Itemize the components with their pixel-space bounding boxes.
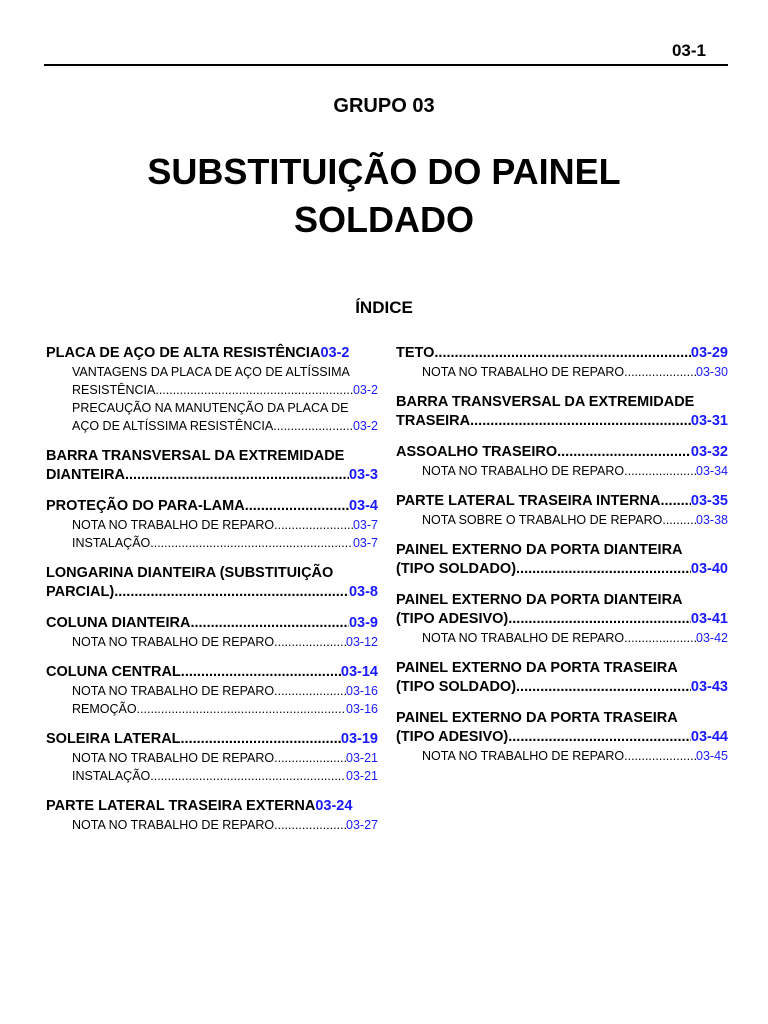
toc-page-link[interactable]: 03-31 xyxy=(690,413,728,429)
toc-subentry[interactable]: NOTA NO TRABALHO DE REPARO ..... 03-45 xyxy=(422,747,728,765)
toc-page-link[interactable]: 03-29 xyxy=(690,345,728,361)
toc-entry-heading[interactable]: LONGARINA DIANTEIRA (SUBSTITUIÇÃO PARCIAL) ..... 03-8 xyxy=(46,564,378,602)
toc-page-link[interactable]: 03-43 xyxy=(690,679,728,695)
toc-entry[interactable] xyxy=(396,659,728,697)
toc-entry[interactable] xyxy=(396,709,728,765)
toc-page-link[interactable]: 03-40 xyxy=(690,561,728,577)
page-title xyxy=(0,148,768,244)
toc-page-link[interactable]: 03-16 xyxy=(346,702,378,716)
toc-entry-heading[interactable]: COLUNA DIANTEIRA ..... 03-9 xyxy=(46,614,378,633)
toc-page-link[interactable]: 03-19 xyxy=(340,731,378,747)
toc-entry-heading[interactable]: SOLEIRA LATERAL ..... 03-19 xyxy=(46,730,378,749)
toc-page-link[interactable]: 03-38 xyxy=(696,513,728,527)
toc-entry-heading[interactable]: PARTE LATERAL TRASEIRA INTERNA ..... 03-35 xyxy=(396,492,728,511)
toc-page-link[interactable]: 03-16 xyxy=(346,684,378,698)
toc-entry[interactable] xyxy=(46,344,378,435)
toc-entry[interactable] xyxy=(46,730,378,785)
toc-subentry[interactable]: NOTA NO TRABALHO DE REPARO ..... 03-21 xyxy=(72,749,378,767)
toc-subentry[interactable]: INSTALAÇÃO ..... 03-7 xyxy=(72,534,378,552)
title-line-1: SUBSTITUIÇÃO DO PAINEL xyxy=(147,151,621,192)
toc-subentry[interactable]: NOTA SOBRE O TRABALHO DE REPARO ..... 03-38 xyxy=(422,511,728,529)
toc-entry[interactable] xyxy=(46,564,378,602)
toc-subentry[interactable]: REMOÇÃO ..... 03-16 xyxy=(72,700,378,718)
toc-subentry[interactable]: VANTAGENS DA PLACA DE AÇO DE ALTÍSSIMA RESISTÊNCIA ..... 03-2 xyxy=(72,363,378,399)
toc-page-link[interactable]: 03-34 xyxy=(696,464,728,478)
toc-subentry[interactable]: NOTA NO TRABALHO DE REPARO ..... 03-16 xyxy=(72,682,378,700)
toc-page-link[interactable]: 03-2 xyxy=(320,345,350,361)
toc-entry-heading[interactable]: PARTE LATERAL TRASEIRA EXTERNA 03-24 xyxy=(46,798,353,814)
toc-entry[interactable] xyxy=(396,492,728,529)
toc-page-link[interactable]: 03-44 xyxy=(690,729,728,745)
index-heading: ÍNDICE xyxy=(355,298,413,317)
toc-page-link[interactable]: 03-3 xyxy=(348,467,378,483)
toc-subentry[interactable]: PRECAUÇÃO NA MANUTENÇÃO DA PLACA DE AÇO DE ALTÍSSIMA RESISTÊNCIA ..... 03-2 xyxy=(72,399,378,435)
toc-page-link[interactable]: 03-14 xyxy=(340,664,378,680)
toc-entry[interactable] xyxy=(46,797,378,834)
toc-entry[interactable] xyxy=(46,447,378,485)
toc-subentry[interactable]: NOTA NO TRABALHO DE REPARO ..... 03-42 xyxy=(422,629,728,647)
toc-page-link[interactable]: 03-32 xyxy=(690,444,728,460)
toc-subentry[interactable]: NOTA NO TRABALHO DE REPARO ..... 03-30 xyxy=(422,363,728,381)
toc-entry[interactable] xyxy=(396,393,728,431)
toc-entry[interactable] xyxy=(46,614,378,651)
toc-page-link[interactable]: 03-2 xyxy=(352,419,378,433)
toc-subentry[interactable]: NOTA NO TRABALHO DE REPARO ..... 03-12 xyxy=(72,633,378,651)
toc-entry-heading[interactable]: PAINEL EXTERNO DA PORTA DIANTEIRA (TIPO SOLDADO) ..... 03-40 xyxy=(396,541,728,579)
toc-subentry[interactable]: NOTA NO TRABALHO DE REPARO ..... 03-27 xyxy=(72,816,378,834)
toc-entry-heading[interactable]: PAINEL EXTERNO DA PORTA TRASEIRA (TIPO SOLDADO) ..... 03-43 xyxy=(396,659,728,697)
toc-subentry[interactable]: NOTA NO TRABALHO DE REPARO ..... 03-34 xyxy=(422,462,728,480)
toc-page-link[interactable]: 03-27 xyxy=(346,818,378,832)
toc-page-link[interactable]: 03-24 xyxy=(315,798,353,814)
toc-page-link[interactable]: 03-8 xyxy=(348,584,378,600)
toc-page-link[interactable]: 03-21 xyxy=(346,769,378,783)
group-label: GRUPO 03 xyxy=(333,95,435,117)
title-line-2: SOLDADO xyxy=(294,199,474,240)
toc-page-link[interactable]: 03-2 xyxy=(352,383,378,397)
toc-entry[interactable] xyxy=(396,344,728,381)
header-rule xyxy=(44,64,728,66)
toc-entry-heading[interactable]: PAINEL EXTERNO DA PORTA DIANTEIRA (TIPO ADESIVO) ..... 03-41 xyxy=(396,591,728,629)
toc-subentry[interactable]: NOTA NO TRABALHO DE REPARO ..... 03-7 xyxy=(72,516,378,534)
toc-entry-heading[interactable]: PROTEÇÃO DO PARA-LAMA ..... 03-4 xyxy=(46,497,378,516)
toc-entry-heading[interactable]: PAINEL EXTERNO DA PORTA TRASEIRA (TIPO ADESIVO) ..... 03-44 xyxy=(396,709,728,747)
toc-page-link[interactable]: 03-7 xyxy=(352,536,378,550)
toc-page-link[interactable]: 03-30 xyxy=(696,365,728,379)
toc-page-link[interactable]: 03-7 xyxy=(352,518,378,532)
toc-subentry[interactable]: INSTALAÇÃO ..... 03-21 xyxy=(72,767,378,785)
toc-right-column xyxy=(396,344,728,777)
toc-entry[interactable] xyxy=(46,497,378,552)
toc-page-link[interactable]: 03-45 xyxy=(696,749,728,763)
toc-page-link[interactable]: 03-12 xyxy=(346,635,378,649)
toc-entry[interactable] xyxy=(396,541,728,579)
toc-page-link[interactable]: 03-41 xyxy=(690,611,728,627)
toc-entry-heading[interactable]: ASSOALHO TRASEIRO ..... 03-32 xyxy=(396,443,728,462)
toc-entry-heading[interactable]: TETO ..... 03-29 xyxy=(396,344,728,363)
toc-left-column xyxy=(46,344,378,846)
page-number: 03-1 xyxy=(671,41,706,60)
toc-page-link[interactable]: 03-4 xyxy=(348,498,378,514)
toc-entry-heading[interactable]: PLACA DE AÇO DE ALTA RESISTÊNCIA 03-2 xyxy=(46,345,350,361)
toc-page-link[interactable]: 03-42 xyxy=(696,631,728,645)
toc-entry[interactable] xyxy=(46,663,378,718)
toc-entry[interactable] xyxy=(396,443,728,480)
toc-entry-heading[interactable]: COLUNA CENTRAL ..... 03-14 xyxy=(46,663,378,682)
toc-page-link[interactable]: 03-9 xyxy=(348,615,378,631)
toc-page-link[interactable]: 03-35 xyxy=(690,493,728,509)
toc-page-link[interactable]: 03-21 xyxy=(346,751,378,765)
toc-entry-heading[interactable]: BARRA TRANSVERSAL DA EXTREMIDADE DIANTEIRA ..... 03-3 xyxy=(46,447,378,485)
toc-entry-heading[interactable]: BARRA TRANSVERSAL DA EXTREMIDADE TRASEIRA ..... 03-31 xyxy=(396,393,728,431)
toc-entry[interactable] xyxy=(396,591,728,647)
